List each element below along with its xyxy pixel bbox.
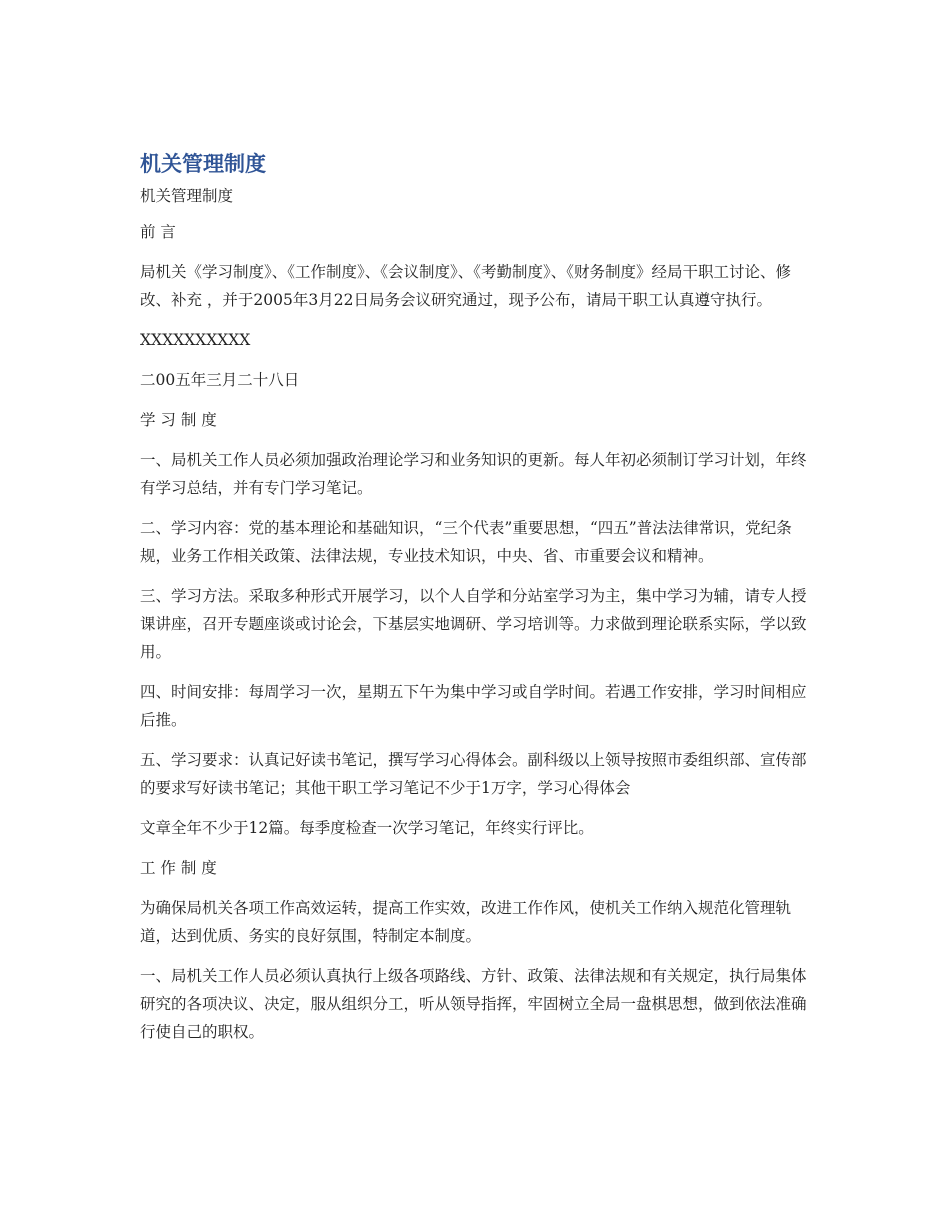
work-intro: 为确保局机关各项工作高效运转，提高工作实效，改进工作作风，使机关工作纳入规范化管理轨道，达到优质、务实的良好氛围，特制定本制度。 [140,899,792,945]
study-rule-5: 五、学习要求：认真记好读书笔记，撰写学习心得体会。副科级以上领导按照市委组织部、宣传部的要求写好读书笔记；其他干职工学习笔记不少于1万字，学习心得体会 [140,751,807,797]
document-page [140,150,810,1058]
document-title: 机关管理制度 [140,152,266,176]
section-heading-study: 学 习 制 度 [140,411,217,429]
section-heading-work: 工 作 制 度 [140,859,217,877]
preface-heading: 前 言 [140,223,176,241]
study-rule-1: 一、局机关工作人员必须加强政治理论学习和业务知识的更新。每人年初必须制订学习计划，年终有学习总结，并有专门学习笔记。 [140,451,807,497]
study-rule-2: 二、学习内容：党的基本理论和基础知识，“三个代表”重要思想，“四五”普法法律常识，党纪条规，业务工作相关政策、法律法规，专业技术知识，中央、省、市重要会议和精神。 [140,519,792,565]
issuer-line: XXXXXXXXXX [140,331,251,349]
study-rule-5-continued: 文章全年不少于12篇。每季度检查一次学习笔记，年终实行评比。 [140,819,594,837]
subtitle-paragraph: 机关管理制度 [140,187,234,205]
work-rule-1: 一、局机关工作人员必须认真执行上级各项路线、方针、政策、法律法规和有关规定，执行局集体研究的各项决议、决定，服从组织分工，听从领导指挥，牢固树立全局一盘棋思想，做到依法准确行使自己的职权。 [140,967,807,1041]
study-rule-4: 四、时间安排：每周学习一次，星期五下午为集中学习或自学时间。若遇工作安排，学习时间相应后推。 [140,683,807,729]
preface-paragraph: 局机关《学习制度》、《工作制度》、《会议制度》、《考勤制度》、《财务制度》经局干职工讨论、修改、补充 ，并于2005年3月22日局务会议研究通过，现予公布，请局干职工认真遵守执行。 [140,263,792,309]
study-rule-3: 三、学习方法。采取多种形式开展学习，以个人自学和分站室学习为主，集中学习为辅，请专人授课讲座，召开专题座谈或讨论会，下基层实地调研、学习培训等。力求做到理论联系实际，学以致用。 [140,587,807,661]
date-line: 二00五年三月二十八日 [140,371,300,389]
